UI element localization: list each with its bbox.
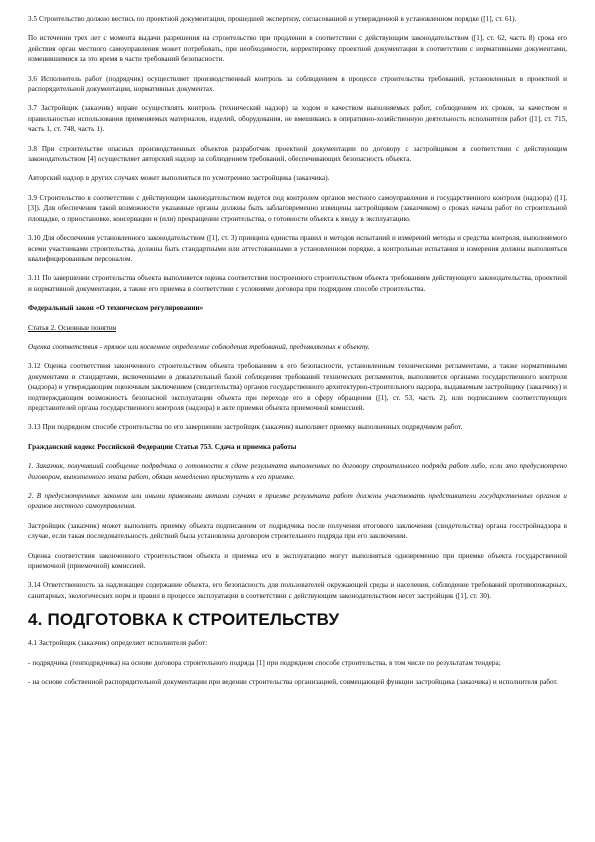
paragraph-3-8: 3.8 При строительстве опасных производственных объектов разработчик проектной документации по договору с застройщиком в соответствии с действующим законодательством [4] осуществляет авторский надзор за соблюдением требований, обеспечивающих безопасность объекта. — [28, 144, 567, 164]
paragraph-joint-acceptance: Оценка соответствия законченного строительством объекта и приемка его в эксплуатацию могут выполняться одновременно при приемке объекта государственной приемочной (приемочной) комиссией. — [28, 551, 567, 571]
paragraph-3-11: 3.11 По завершении строительства объекта выполняется оценка соответствия построенного строительством объекта требованиям действующего законодательства, проектной и нормативной документации, а также его приемка в соответствии с условиями договора при подрядном способе строительства. — [28, 274, 567, 293]
paragraph-permit-extension: По истечении трех лет с момента выдачи разрешения на строительство при продлении в соответствии с действующим законодательством ([1], ст. 62, часть 8) срока его действия орган местного самоуправления может потребовать, при необходимости, корректировку проектной документации в соответствии с нормативными документами, изменившимися за это время в части требований безопасности. — [28, 34, 567, 64]
paragraph-3-10: 3.10 Для обеспечения установленного законодательством ([1], ст. 3) принципа единства правил и методов испытаний и измерений методы и средства контроля, выполняемого всеми участниками строительства, должны быть стандартными или аттестованными в установленном порядке, а контрольные испытания и измерения должны выполняться квалифицированным персоналом. — [28, 234, 567, 263]
paragraph-4-1: 4.1 Застройщик (заказчик) определяет исполнителя работ: — [28, 639, 208, 648]
article-title-text: Статья 2. Основные понятия — [28, 323, 117, 332]
paragraph-3-12: 3.12 Оценка соответствия законченного строительством объекта требованиям к его безопасности, установленным техническими регламентами, а также нормативными документами и стандартами, включенными в доказательный базой соблюдения требований технических регламентов, выполняется органами государственного контроля (надзора) и утверждающим оценочным заключением (свидетельства) органов государственного архитектурно-строительного надзора, выдаваемым застройщику (заказчику) и подтверждающим возможность безопасной эксплуатации объекта при переходе его в сферу обращения ([1], ст. 53, часть 2), или подписанием соответствующих представителей органа государственного контроля (надзора) в акте приемки объекта приемочной комиссией. — [28, 362, 567, 412]
paragraph-3-6: 3.6 Исполнитель работ (подрядчик) осуществляет производственный контроль за соблюдением в процессе строительства требований, установленных в проектной и распорядительной документации, нормативных документах. — [28, 74, 567, 94]
civil-code-clause-1: 1. Заказчик, получивший сообщение подрядчика о готовности к сдаче результата выполненных по договору строительного подряда работ либо, если это предусмотрено договором, выполненного этапа работ, обязан немедленно приступить к его приемке. — [28, 462, 567, 481]
definition-text: Оценка соответствия - прямое или косвенное определение соблюдения требований, предъявляемых к объекту. — [28, 342, 370, 351]
paragraph-3-14: 3.14 Ответственность за надлежащее содержание объекта, его безопасность для пользователей окружающей среды и населения, соблюдение требований противопожарных, санитарных, экологических норм и правил в процессе эксплуатации в соответствии с действующим законодательством несет застройщик ([1], ст. 30). — [28, 581, 567, 600]
civil-code-title: Гражданский кодекс Российской Федерации Статья 753. Сдача и приемка работы — [28, 442, 297, 451]
law-title: Федеральный закон «О техническом регулировании» — [28, 304, 204, 313]
article-title — [28, 323, 567, 333]
paragraph-3-13: 3.13 При подрядном способе строительства по его завершении застройщик (заказчик) выполняет приемку выполненных подрядчиком работ. — [28, 423, 463, 432]
list-item-contractor: - подрядчика (генподрядчика) на основе договора строительного подряда [1] при подрядном способе строительства, в том числе по результатам тендера; — [28, 658, 501, 667]
civil-code-clause-2: 2. В предусмотренных законом или иными правовыми актами случаях в приемке результата работ должны участвовать представители государственных органов и органов местного самоуправления. — [28, 492, 567, 511]
paragraph-3-9: 3.9 Строительство в соответствии с действующим законодательством ведется под контролем органов местного самоуправления и государственного контроля (надзора) ([1], [3]). Для обеспечения такой возможности указанные органы должны быть заблаговременно извещены застройщиком (заказчиком) о сроках начала работ по строительной площадке, о приостановке, консервации и (или) прекращении строительства, о готовности объекта к вводу в эксплуатацию. — [28, 193, 567, 223]
paragraph-author-supervision: Авторский надзор в других случаях может выполняться по усмотрению застройщика (заказчика). — [28, 174, 330, 183]
paragraph-3-5: 3.5 Строительство должно вестись по проектной документации, прошедшей экспертизу, согласованной и утвержденной в установленном порядке ([1], ст. 61). — [28, 15, 517, 23]
paragraph-acceptance-order: Застройщик (заказчик) может выполнить приемку объекта подписанием от подрядчика после получения итогового заключения (свидетельства) органа госстройнадзора в случае, если такая последовательность действий была установлена договором строительного подряда при его заключении. — [28, 521, 567, 541]
section-heading: 4. ПОДГОТОВКА К СТРОИТЕЛЬСТВУ — [28, 610, 340, 630]
paragraph-3-7: 3.7 Застройщик (заказчик) вправе осуществлять контроль (технический надзор) за ходом и качеством выполняемых работ, соблюдением их сроков, за качеством и правильностью использования применяемых материалов, изделий, оборудования, не вмешиваясь в оперативно-хозяйственную деятельность исполнителя работ ([1], ст. 715, часть 1, ст. 748, часть 1). — [28, 104, 567, 134]
list-item-own-docs: - на основе собственной распорядительной документации при ведении строительства организацией, совмещающей функции застройщика (заказчика) и исполнителя работ. — [28, 678, 558, 687]
document-body — [28, 14, 567, 832]
